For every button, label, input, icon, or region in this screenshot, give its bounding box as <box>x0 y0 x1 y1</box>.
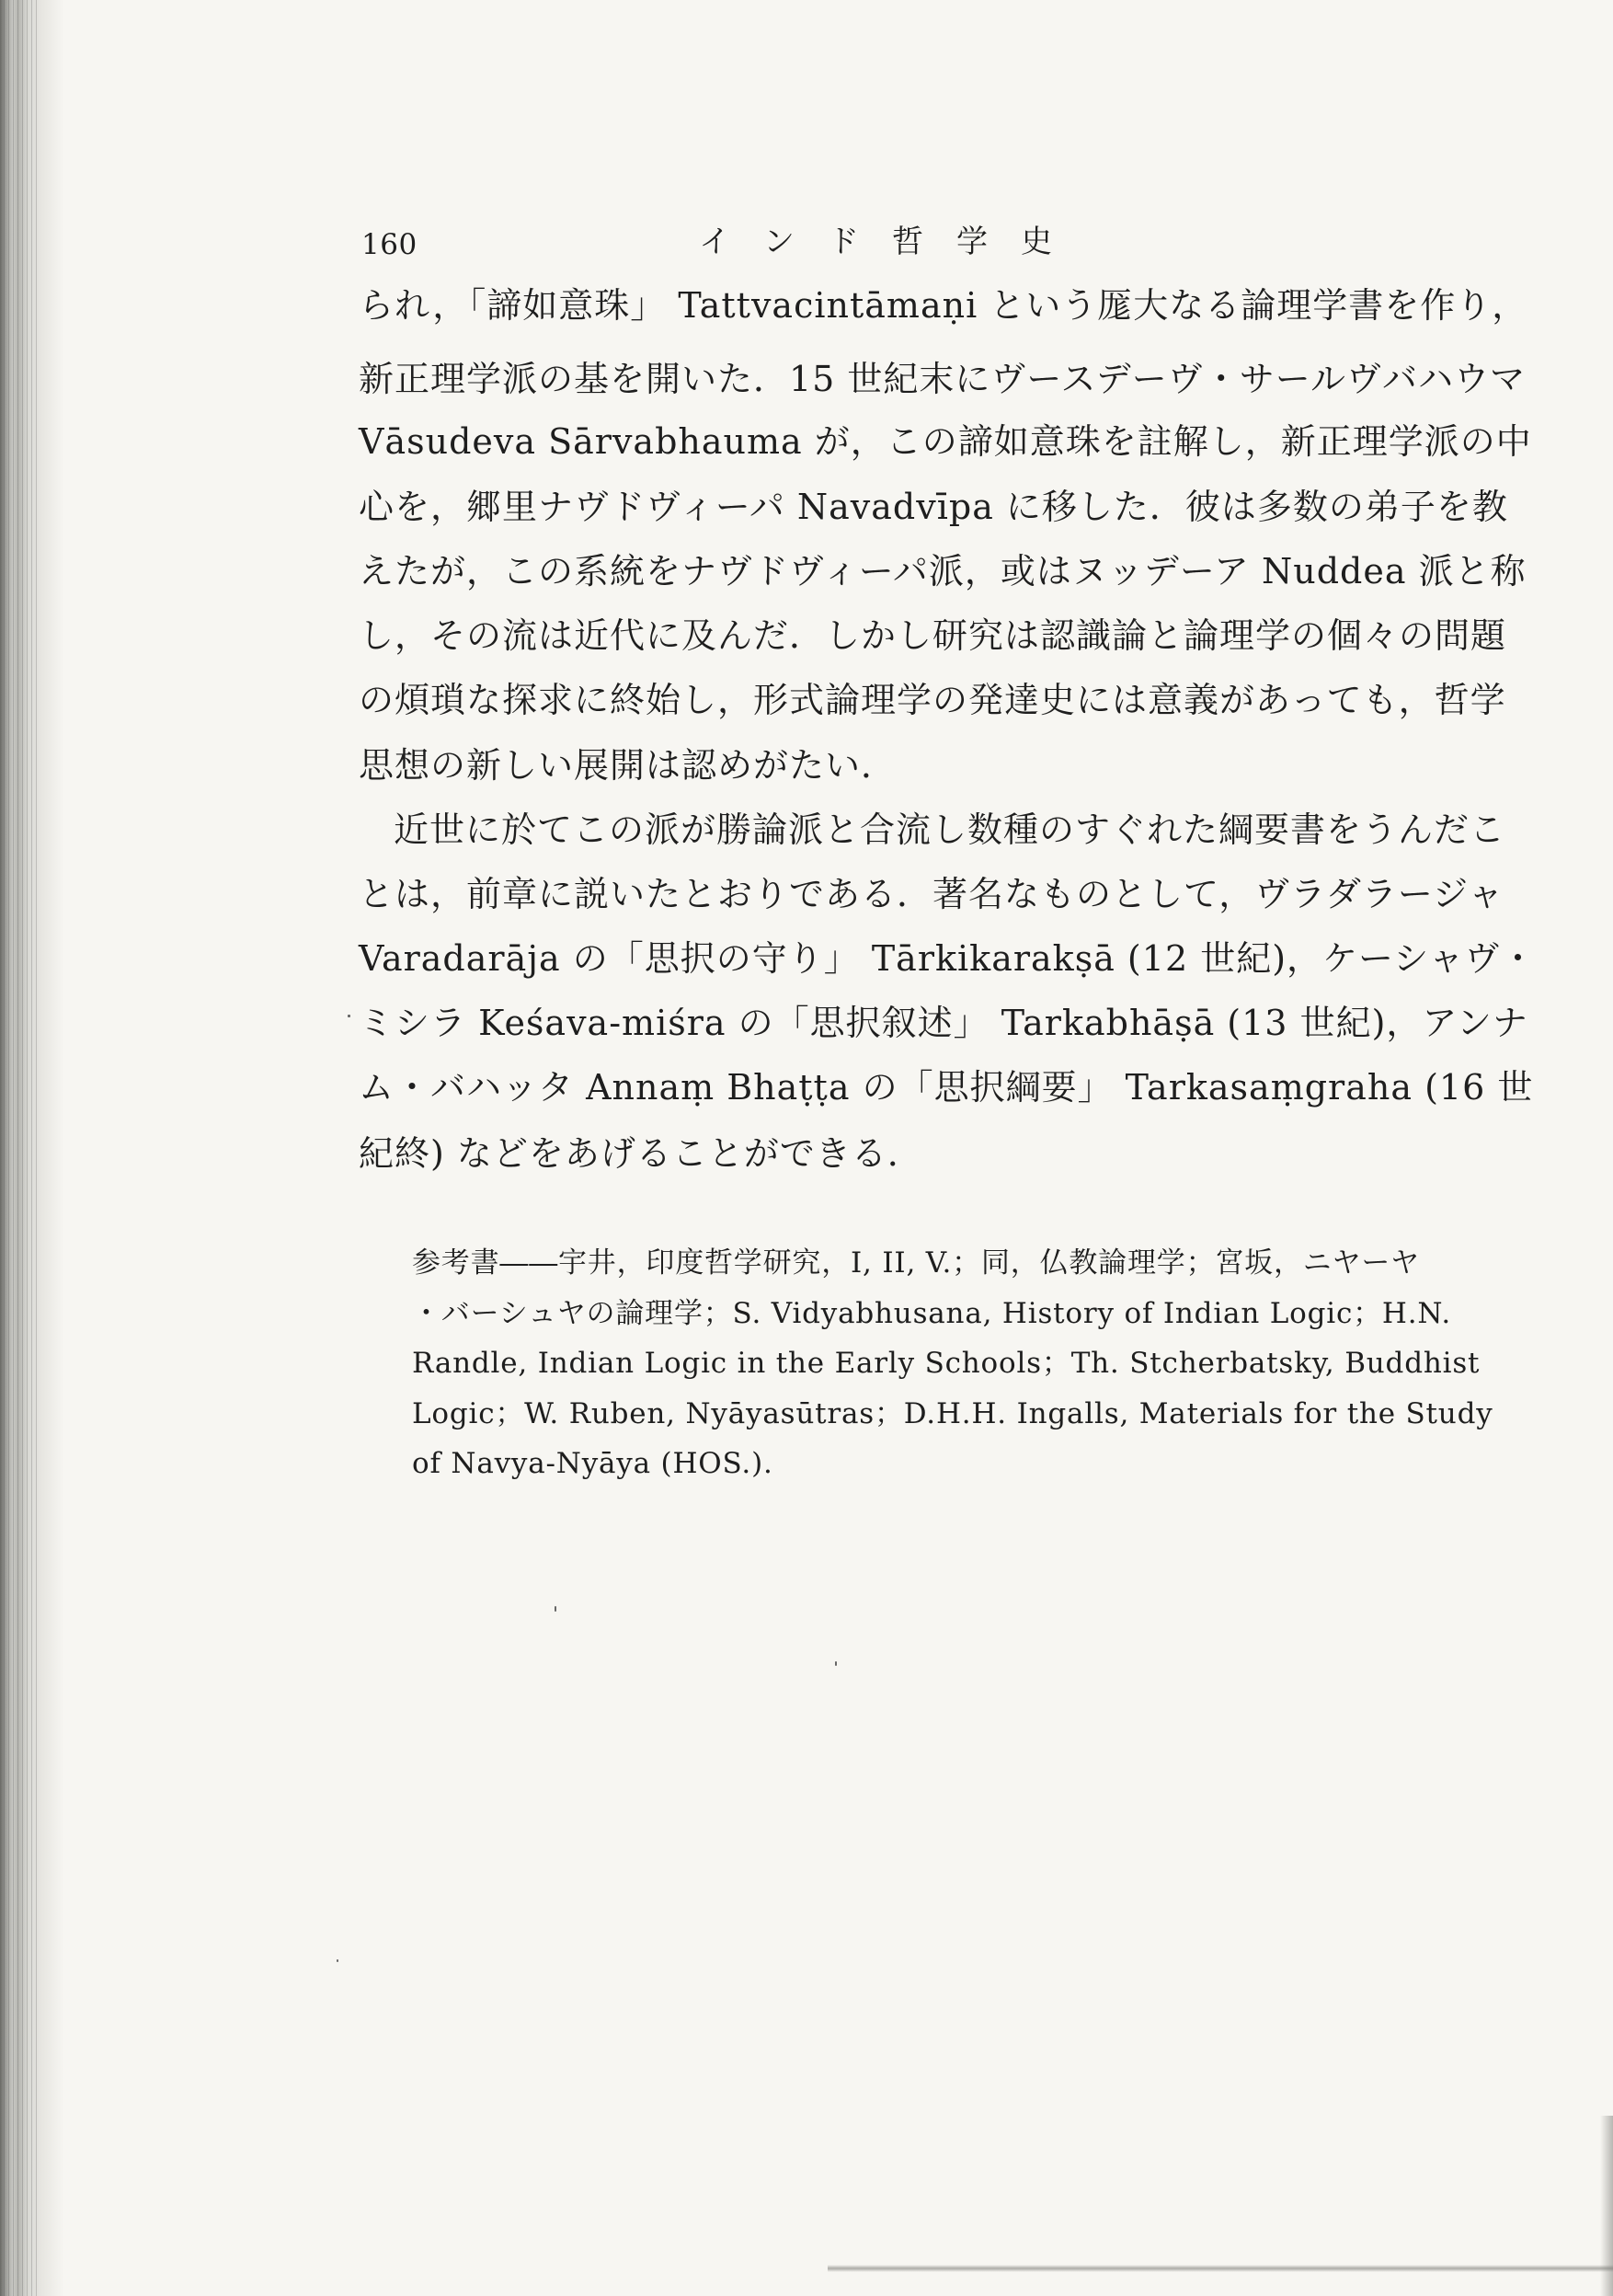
text-line: 紀終) などをあげることができる． <box>359 1133 923 1174</box>
text-line: 思想の新しい展開は認めがたい． <box>359 745 898 786</box>
reference-line: ・バーシュヤの論理学；S. Vidyabhusana, History of Indian Logic；H.N. <box>412 1297 1451 1330</box>
text-line: 心を，郷里ナヴドヴィーパ Navadvīpa に移した．彼は多数の弟子を教 <box>359 487 1508 527</box>
scan-speck <box>555 1606 556 1612</box>
binding-scan-lines <box>4 0 40 2296</box>
reference-line: of Navya-Nyāya (HOS.). <box>412 1447 773 1480</box>
text-line: 近世に於てこの派が勝論派と合流し数種のすぐれた綱要書をうんだこ <box>394 809 1506 850</box>
text-line: し，その流は近代に及んだ．しかし研究は認識論と論理学の個々の問題 <box>359 615 1507 656</box>
text-line: ミシラ Keśava-miśra の「思択叙述」 Tarkabhāṣā (13 世紀)，アンナ <box>359 1003 1528 1043</box>
page-number: 160 <box>361 228 418 261</box>
text-line: ム・バハッタ Annaṃ Bhaṭṭa の「思択綱要」 Tarkasaṃgraha (16 世 <box>359 1067 1534 1108</box>
text-line: とは，前章に説いたとおりである．著名なものとして，ヴラダラージャ <box>359 874 1504 914</box>
reference-line: Logic；W. Ruben, Nyāyasūtras；D.H.H. Ingalls, Materials for the Study <box>412 1397 1493 1430</box>
scan-speck <box>348 1015 350 1017</box>
text-line: Vāsudeva Sārvabhauma が，この諦如意珠を註解し，新正理学派の中 <box>359 421 1532 462</box>
scan-speck <box>337 1959 338 1962</box>
text-line: られ，「諦如意珠」 Tattvacintāmaṇi という厖大なる論理学書を作り， <box>359 285 1528 326</box>
page-bottom-edge <box>828 2265 1613 2272</box>
reference-line: Randle, Indian Logic in the Early Schools；Th. Stcherbatsky, Buddhist <box>412 1347 1481 1380</box>
text-line: えたが，この系統をナヴドヴィーパ派，或はヌッデーア Nuddea 派と称 <box>359 551 1527 591</box>
text-line: の煩瑣な探求に終始し，形式論理学の発達史には意義があっても，哲学 <box>359 680 1506 720</box>
reference-line: 参考書――宇井，印度哲学研究，I, II, V.；同，仏教論理学；宮坂，ニヤーヤ <box>412 1246 1420 1280</box>
text-line: 新正理学派の基を開いた．15 世紀末にヴースデーヴ・サールヴバハウマ <box>359 359 1527 399</box>
scan-speck <box>835 1661 837 1666</box>
text-line: Varadarāja の「思択の守り」 Tārkikarakṣā (12 世紀)，ケーシャヴ・ <box>359 938 1537 979</box>
running-head: インド哲学史 <box>699 224 1085 260</box>
page-right-edge <box>1600 2116 1613 2296</box>
